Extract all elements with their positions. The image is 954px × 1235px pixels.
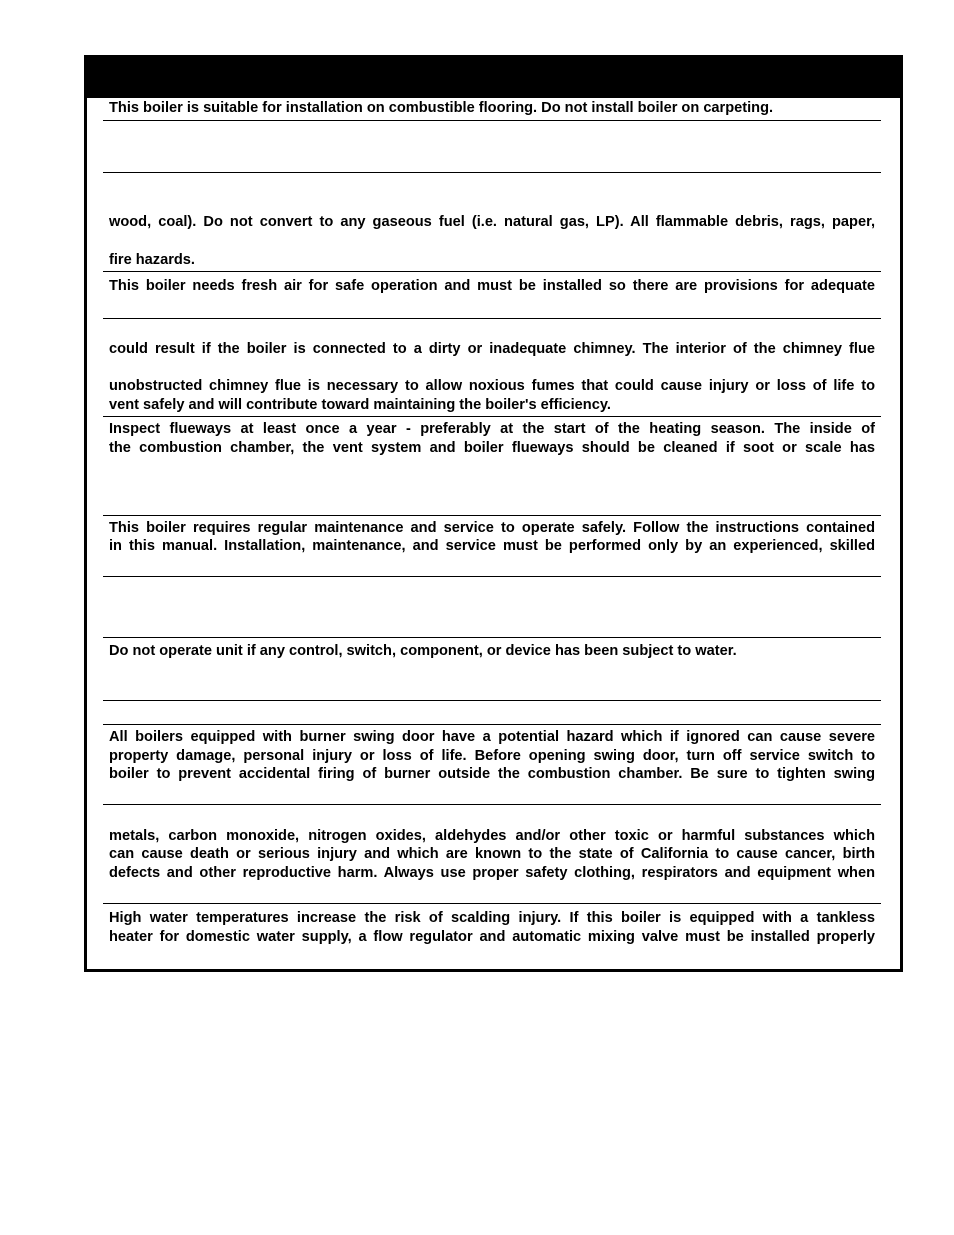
notice-chimney-line: vent safely and will contribute toward maintaining the boiler's efficiency. [109, 397, 611, 413]
divider [103, 271, 881, 272]
divider [103, 172, 881, 173]
notice-chimney-line: could result if the boiler is connected to a dirty or inadequate chimney. The interior of the chimney flue [109, 341, 875, 357]
divider [103, 724, 881, 725]
notice-chimney-line: unobstructed chimney flue is necessary to allow noxious fumes that could cause injury or loss of life to [109, 378, 875, 394]
divider [103, 515, 881, 516]
divider [103, 416, 881, 417]
warning-header-bar [84, 55, 903, 98]
notice-toxic-line: defects and other reproductive harm. Always use proper safety clothing, respirators and equipment when [109, 865, 875, 881]
divider [103, 804, 881, 805]
notice-flueways-line: Inspect flueways at least once a year - preferably at the start of the heating season. The inside of [109, 421, 875, 437]
notice-scalding-line: heater for domestic water supply, a flow regulator and automatic mixing valve must be installed properly [109, 929, 875, 945]
notice-toxic-line: metals, carbon monoxide, nitrogen oxides, aldehydes and/or other toxic or harmful substances which [109, 828, 875, 844]
notice-maintenance-line: in this manual. Installation, maintenance, and service must be performed only by an experienced, skilled [109, 538, 875, 554]
notice-flueways-line: the combustion chamber, the vent system and boiler flueways should be cleaned if soot or scale has [109, 440, 875, 456]
notice-fuel-line: wood, coal). Do not convert to any gaseous fuel (i.e. natural gas, LP). All flammable debris, rags, paper, [109, 214, 875, 230]
notice-swing-door-line: boiler to prevent accidental firing of burner outside the combustion chamber. Be sure to tighten swing [109, 766, 875, 782]
notice-maintenance-line: This boiler requires regular maintenance and service to operate safely. Follow the instructions contained [109, 520, 875, 536]
notice-flooring: This boiler is suitable for installation on combustible flooring. Do not install boiler on carpeting. [109, 100, 774, 116]
divider [103, 318, 881, 319]
divider [103, 637, 881, 638]
divider [103, 120, 881, 121]
notice-scalding-line: High water temperatures increase the risk of scalding injury. If this boiler is equipped with a tankless [109, 910, 875, 926]
divider [103, 903, 881, 904]
divider [103, 700, 881, 701]
notice-water: Do not operate unit if any control, switch, component, or device has been subject to water. [109, 643, 737, 659]
notice-swing-door-line: property damage, personal injury or loss of life. Before opening swing door, turn off service switch to [109, 748, 875, 764]
divider [103, 576, 881, 577]
notice-fresh-air: This boiler needs fresh air for safe operation and must be installed so there are provisions for adequate [109, 278, 875, 294]
notice-swing-door-line: All boilers equipped with burner swing door have a potential hazard which if ignored can cause severe [109, 729, 875, 745]
notice-toxic-line: can cause death or serious injury and which are known to the state of California to cause cancer, birth [109, 846, 875, 862]
notice-fuel-line: fire hazards. [109, 252, 195, 268]
